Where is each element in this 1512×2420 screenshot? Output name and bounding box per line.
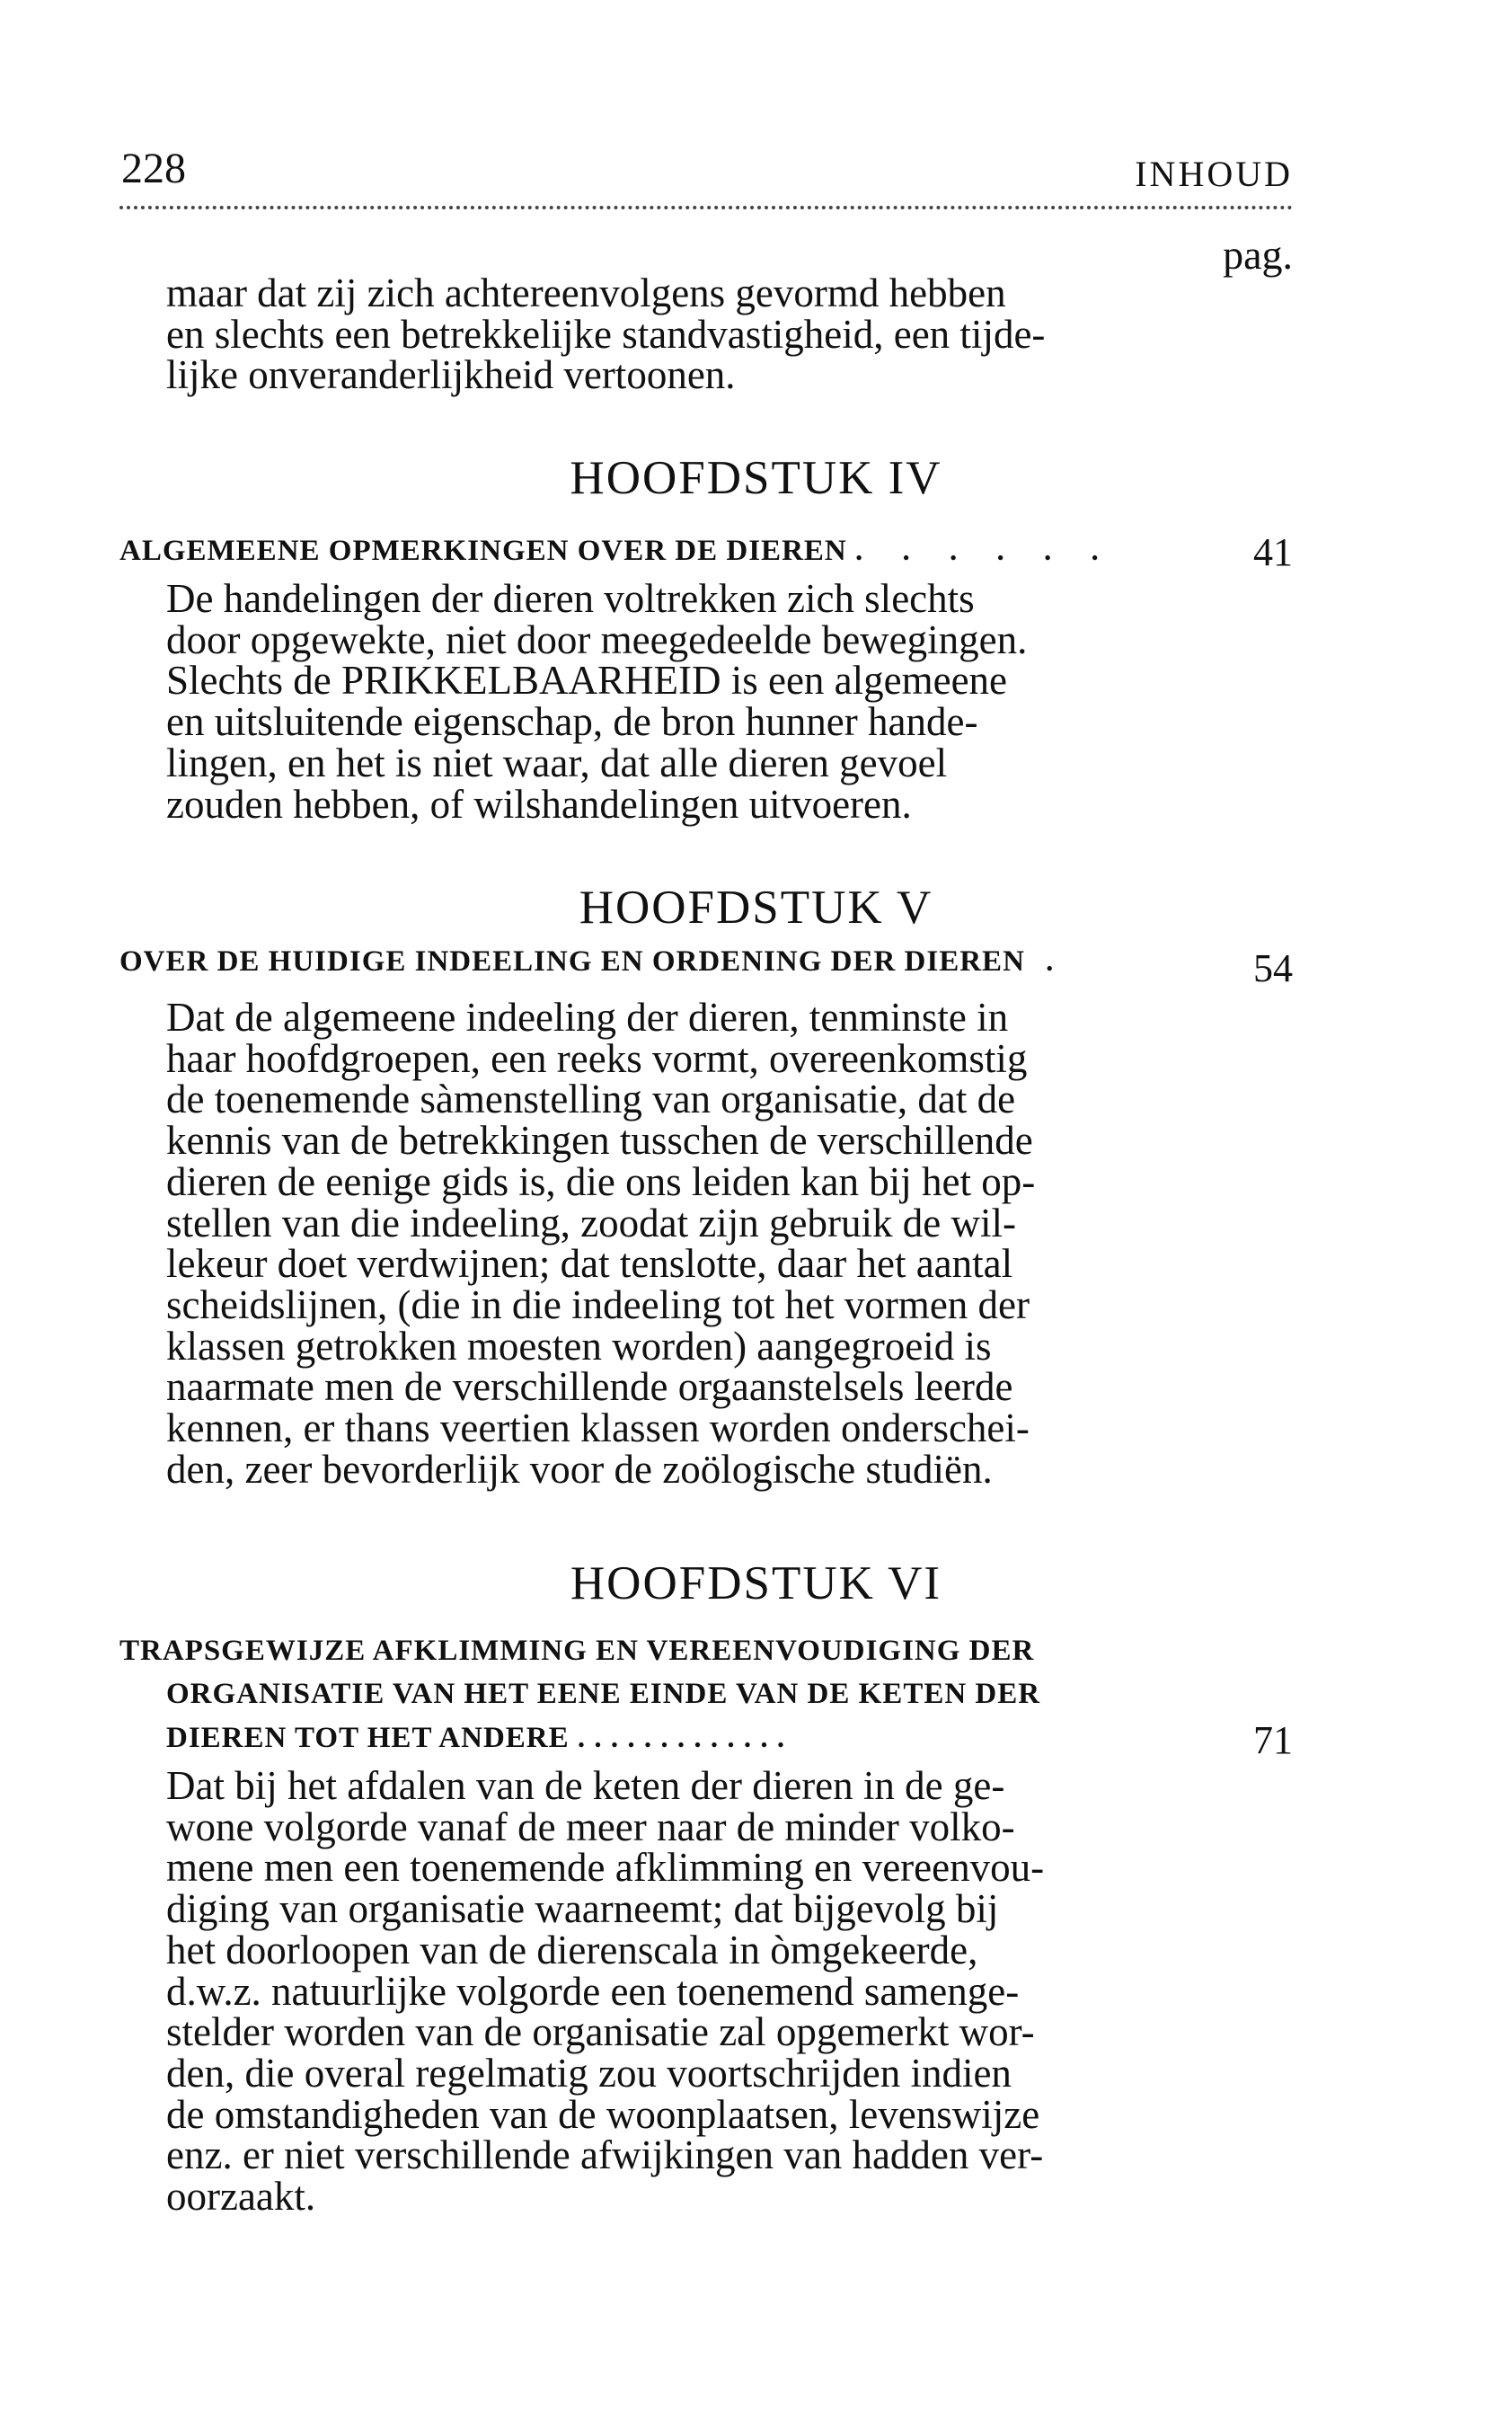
toc-leader-dots: . . . . . . . . . . . . . — [577, 1722, 786, 1754]
text-line: enz. er niet verschillende afwijkingen van hadden ver- — [166, 2132, 1044, 2178]
text-line: Slechts de PRIKKELBAARHEID is een algemeene — [166, 658, 1008, 704]
text-line: Dat de algemeene indeeling der dieren, tenminste in — [166, 995, 1009, 1040]
toc-leader-dots: . — [1046, 945, 1070, 978]
text-line: door opgewekte, niet door meegedeelde bewegingen. — [166, 616, 1028, 662]
text-line: zouden hebben, of wilshandelingen uitvoeren. — [166, 781, 912, 827]
page-number: 228 — [121, 145, 186, 192]
text-line: dieren de eenige gids is, die ons leiden kan bij het op- — [166, 1158, 1036, 1204]
text-line: en uitsluitende eigenschap, de bron hunner hande- — [166, 699, 978, 745]
toc-page-number: 41 — [1253, 530, 1293, 574]
text-line: diging van organisatie waarneemt; dat bijgevolg bij — [166, 1886, 999, 1932]
header-rule — [119, 206, 1293, 209]
text-line: klassen getrokken moesten worden) aangegroeid is — [166, 1323, 992, 1369]
text-line: scheidslijnen, (die in die indeeling tot het vormen der — [166, 1281, 1030, 1327]
text-line: naarmate men de verschillende orgaanstelsels leerde — [166, 1364, 1013, 1410]
text-line: mene men een toenemende afklimming en vereenvou- — [166, 1845, 1045, 1891]
chapter-heading-iv: HOOFDSTUK IV — [570, 452, 942, 504]
chapter-heading-v: HOOFDSTUK V — [579, 882, 933, 934]
toc-title: ORGANISATIE VAN HET EENE EINDE VAN DE KETEN DER — [166, 1678, 1041, 1710]
toc-leader-dots: . . . . . . — [855, 535, 1115, 567]
text-line: De handelingen der dieren voltrekken zich slechts — [166, 576, 975, 621]
chapter-summary-vi — [166, 1763, 1201, 2220]
toc-title: DIEREN TOT HET ANDERE — [166, 1722, 570, 1754]
pag-label: pag. — [1223, 232, 1293, 278]
toc-page-number: 54 — [1253, 946, 1293, 990]
text-line: haar hoofdgroepen, een reeks vormt, overeenkomstig — [166, 1035, 1028, 1081]
toc-title: OVER DE HUIDIGE INDEELING EN ORDENING DER DIEREN — [119, 945, 1025, 978]
toc-page-number: 71 — [1253, 1718, 1293, 1762]
intro-paragraph — [166, 270, 1201, 398]
toc-entry-v[interactable] — [119, 943, 1216, 980]
chapter-summary-iv — [166, 576, 1201, 827]
text-line: stelder worden van de organisatie zal opgemerkt wor- — [166, 2009, 1035, 2055]
toc-title: ALGEMEENE OPMERKINGEN OVER DE DIEREN — [119, 535, 847, 567]
text-line: den, zeer bevorderlijk voor de zoölogische studiën. — [166, 1446, 993, 1492]
text-line: de omstandigheden van de woonplaatsen, levenswijze — [166, 2091, 1040, 2137]
text-line: wone volgorde vanaf de meer naar de minder volko- — [166, 1804, 1015, 1849]
text-line: kennen, er thans veertien klassen worden onderschei- — [166, 1405, 1030, 1451]
toc-entry-vi-line-2[interactable] — [166, 1675, 1216, 1713]
toc-entry-vi-line-3[interactable] — [166, 1719, 1216, 1757]
text-line: stellen van die indeeling, zoodat zijn gebruik de wil- — [166, 1200, 1016, 1245]
text-line: lijke onveranderlijkheid vertoonen. — [166, 352, 736, 398]
toc-title: TRAPSGEWIJZE AFKLIMMING EN VEREENVOUDIGING DER — [119, 1635, 1035, 1667]
text-line: kennis van de betrekkingen tusschen de verschillende — [166, 1118, 1033, 1164]
chapter-heading-vi: HOOFDSTUK VI — [570, 1557, 942, 1609]
text-line: maar dat zij zich achtereenvolgens gevormd hebben — [166, 270, 1006, 315]
toc-entry-vi-line-1[interactable] — [119, 1632, 1216, 1670]
text-line: de toenemende sàmenstelling van organisatie, dat de — [166, 1077, 1016, 1122]
chapter-summary-v — [166, 997, 1201, 1490]
text-line: en slechts een betrekkelijke standvastigheid, een tijde- — [166, 311, 1046, 357]
text-line: lingen, en het is niet waar, dat alle dieren gevoel — [166, 740, 948, 785]
toc-entry-iv[interactable] — [119, 532, 1216, 570]
text-line: lekeur doet verdwijnen; dat tenslotte, daar het aantal — [166, 1241, 1013, 1287]
running-title: INHOUD — [1135, 154, 1293, 194]
text-line: oorzaakt. — [166, 2174, 316, 2220]
text-line: den, die overal regelmatig zou voortschrijden indien — [166, 2050, 1012, 2096]
text-line: Dat bij het afdalen van de keten der dieren in de ge- — [166, 1763, 1005, 1808]
text-line: d.w.z. natuurlijke volgorde een toenemend samenge- — [166, 1968, 1020, 2014]
text-line: het doorloopen van de dierenscala in òmgekeerde, — [166, 1927, 978, 1972]
